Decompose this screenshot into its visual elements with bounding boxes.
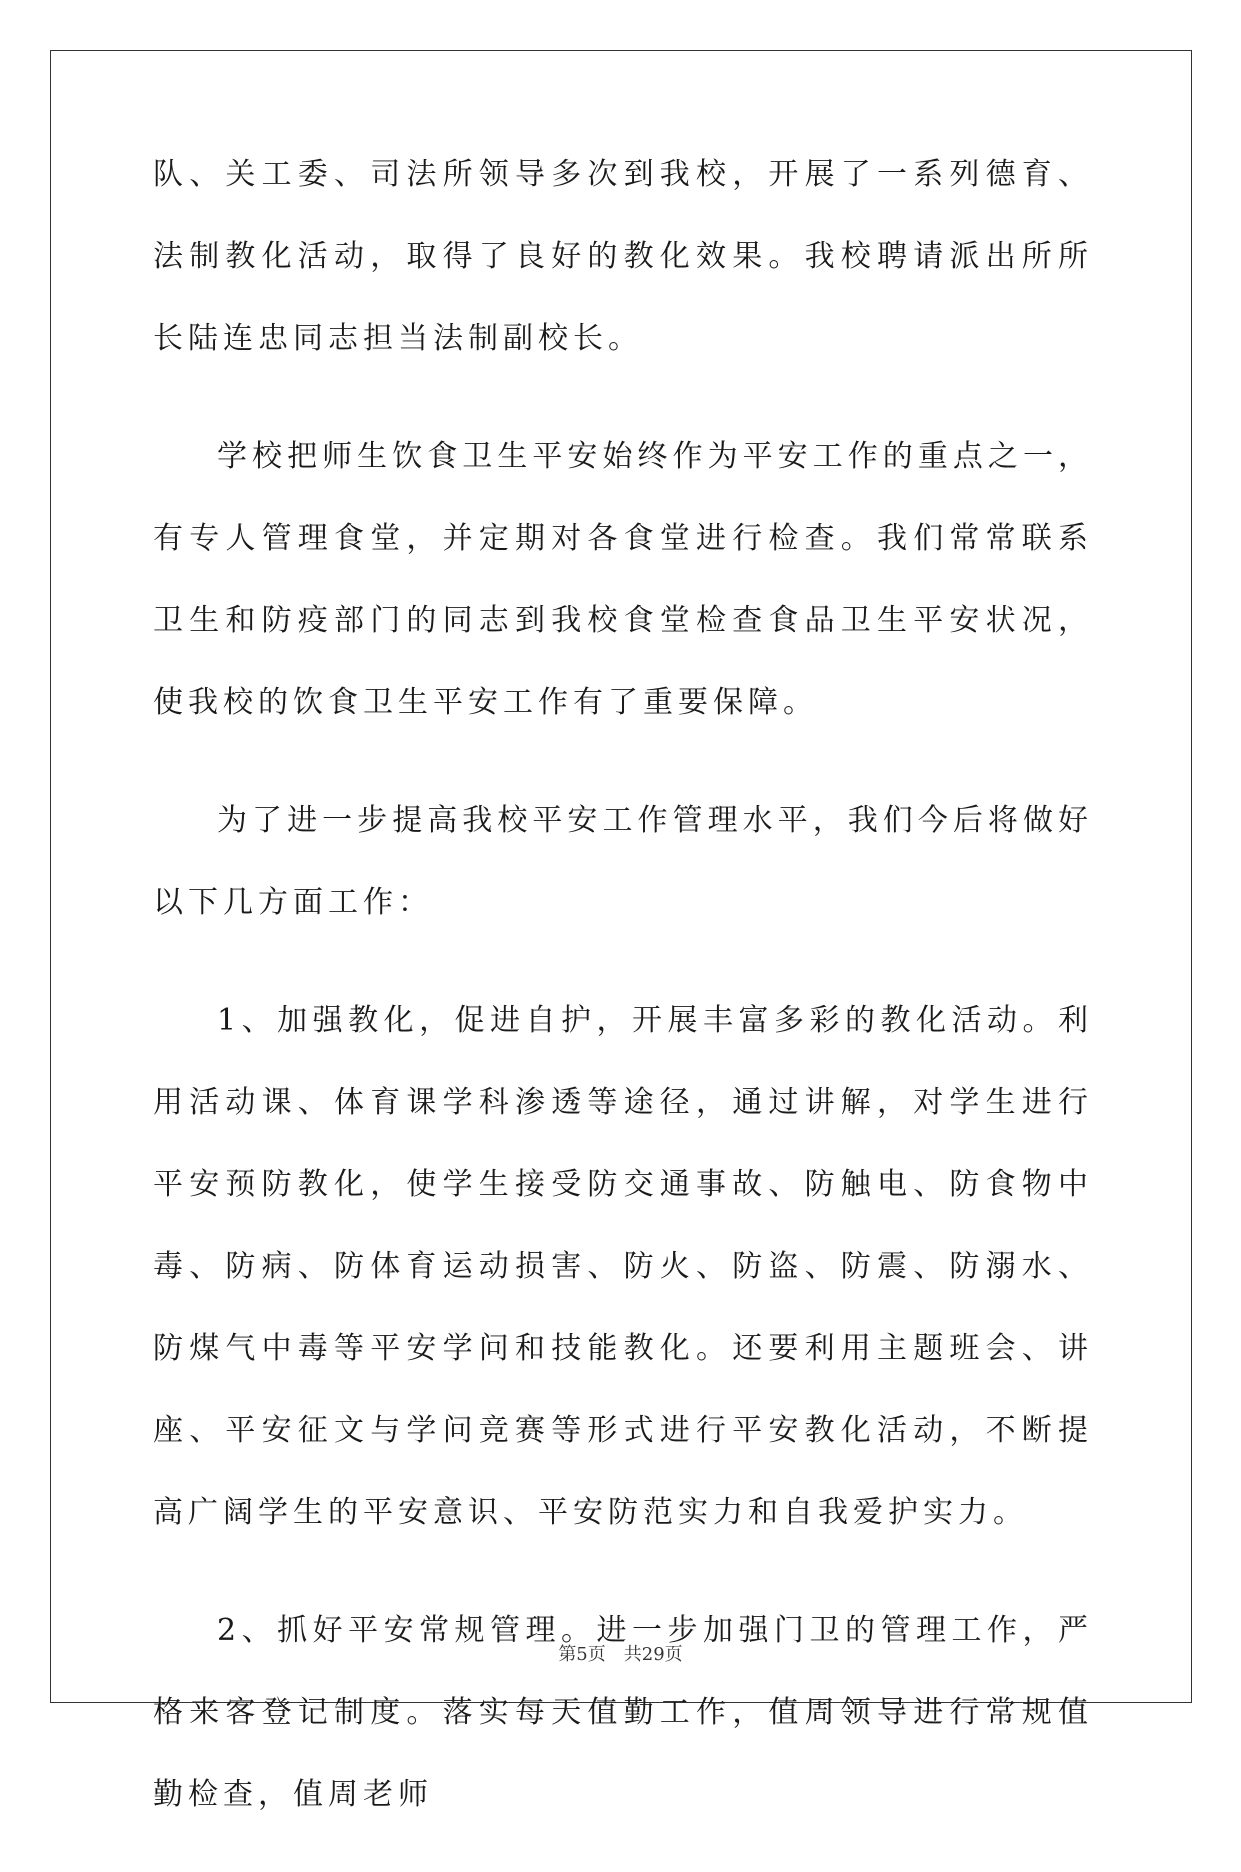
paragraph-food-safety: 学校把师生饮食卫生平安始终作为平安工作的重点之一，有专人管理食堂，并定期对各食堂进行检查。我们常常联系卫生和防疫部门的同志到我校食堂检查食品卫生平安状况，使我校的饮食卫生平安工作有了重要保障。 <box>153 439 1093 720</box>
paragraph-future-work: 为了进一步提高我校平安工作管理水平，我们今后将做好以下几方面工作： <box>153 803 1093 920</box>
document-body <box>153 157 1093 1872</box>
paragraph-item-2: 2、抓好平安常规管理。进一步加强门卫的管理工作，严格来客登记制度。落实每天值勤工作，值周领导进行常规值勤检查，值周老师 <box>153 1613 1093 1812</box>
page-total: 共29页 <box>623 1644 683 1665</box>
paragraph-continuation: 队、关工委、司法所领导多次到我校，开展了一系列德育、法制教化活动，取得了良好的教化效果。我校聘请派出所所长陆连忠同志担当法制副校长。 <box>153 157 1093 356</box>
page-number: 第5页 <box>558 1644 606 1665</box>
paragraph-item-1: 1、加强教化，促进自护，开展丰富多彩的教化活动。利用活动课、体育课学科渗透等途径，通过讲解，对学生进行平安预防教化，使学生接受防交通事故、防触电、防食物中毒、防病、防体育运动损害、防火、防盗、防震、防溺水、防煤气中毒等平安学问和技能教化。还要利用主题班会、讲座、平安征文与学问竞赛等形式进行平安教化活动，不断提高广阔学生的平安意识、平安防范实力和自我爱护实力。 <box>153 1003 1093 1530</box>
page-footer <box>0 1640 1241 1666</box>
